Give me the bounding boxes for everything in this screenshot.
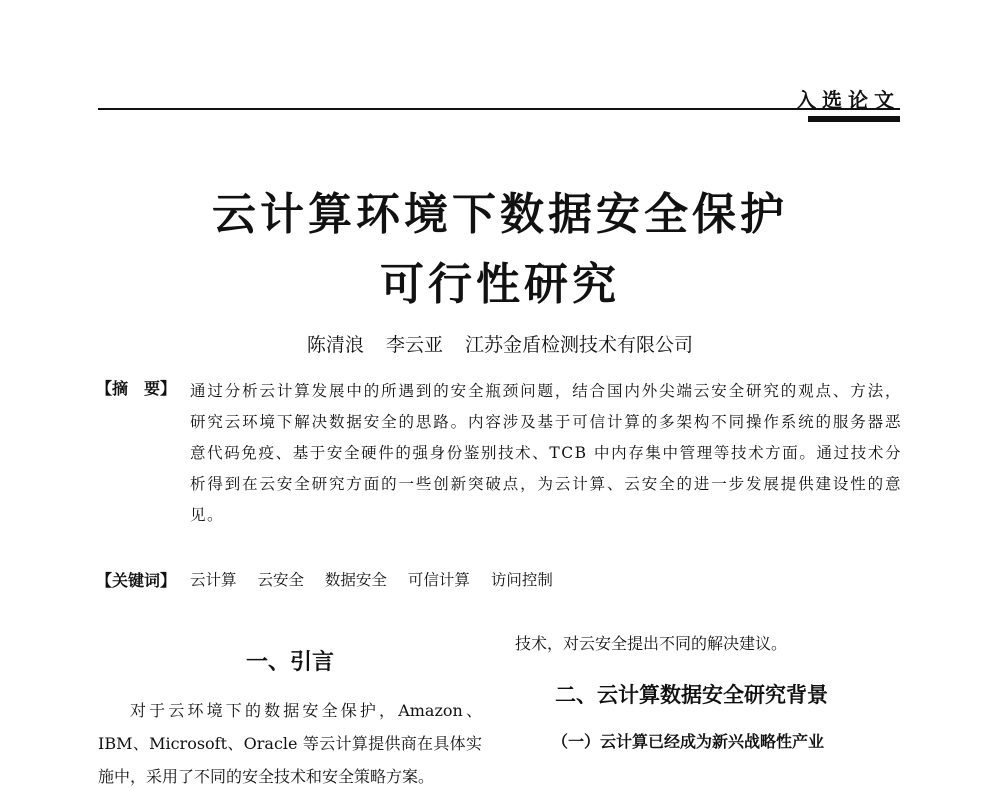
paper-title-line1: 云计算环境下数据安全保护 xyxy=(212,189,788,240)
subsection-heading: （一）云计算已经成为新兴战略性产业 xyxy=(552,732,825,751)
author-name: 陈清浪 xyxy=(306,334,364,356)
section-label: 入选论文 xyxy=(796,88,900,112)
right-column-continued-text: 技术，对云安全提出不同的解决建议。 xyxy=(515,634,788,653)
section2-heading: 二、云计算数据安全研究背景 xyxy=(555,683,828,707)
keywords-list xyxy=(190,568,569,590)
keyword: 云安全 xyxy=(257,571,304,589)
abstract-text: 通过分析云计算发展中的所遇到的安全瓶颈问题，结合国内外尖端云安全研究的观点、方法，研究云环境下解决数据安全的思路。内容涉及基于可信计算的多架构不同操作系统的服务器恶意代码免疫、基于安全硬件的强身份鉴别技术、TCB 中内存集中管理等技术方面。通过技术分析得到在云安全研究方面的一些创新突破点，为云计算、云安全的进一步发展提供建设性的意见。 xyxy=(190,382,902,524)
section1-paragraph: 对于云环境下的数据安全保护，Amazon、IBM、Microsoft、Oracle 等云计算提供商在具体实施中，采用了不同的安全技术和安全策略方案。 xyxy=(98,701,482,786)
header-rule xyxy=(98,108,900,110)
paper-title-line2: 可行性研究 xyxy=(380,259,620,310)
affiliation: 江苏金盾检测技术有限公司 xyxy=(465,334,694,356)
keywords-label: 【关键词】 xyxy=(96,571,177,590)
keyword: 云计算 xyxy=(190,571,237,589)
keyword: 数据安全 xyxy=(324,571,387,589)
keyword: 访问控制 xyxy=(490,571,553,589)
keyword: 可信计算 xyxy=(407,571,470,589)
header-rule-accent xyxy=(808,116,900,122)
author-name: 李云亚 xyxy=(385,334,443,356)
section1-heading: 一、引言 xyxy=(245,650,334,675)
abstract-label: 【摘 要】 xyxy=(96,379,177,398)
author-line xyxy=(0,330,1000,357)
